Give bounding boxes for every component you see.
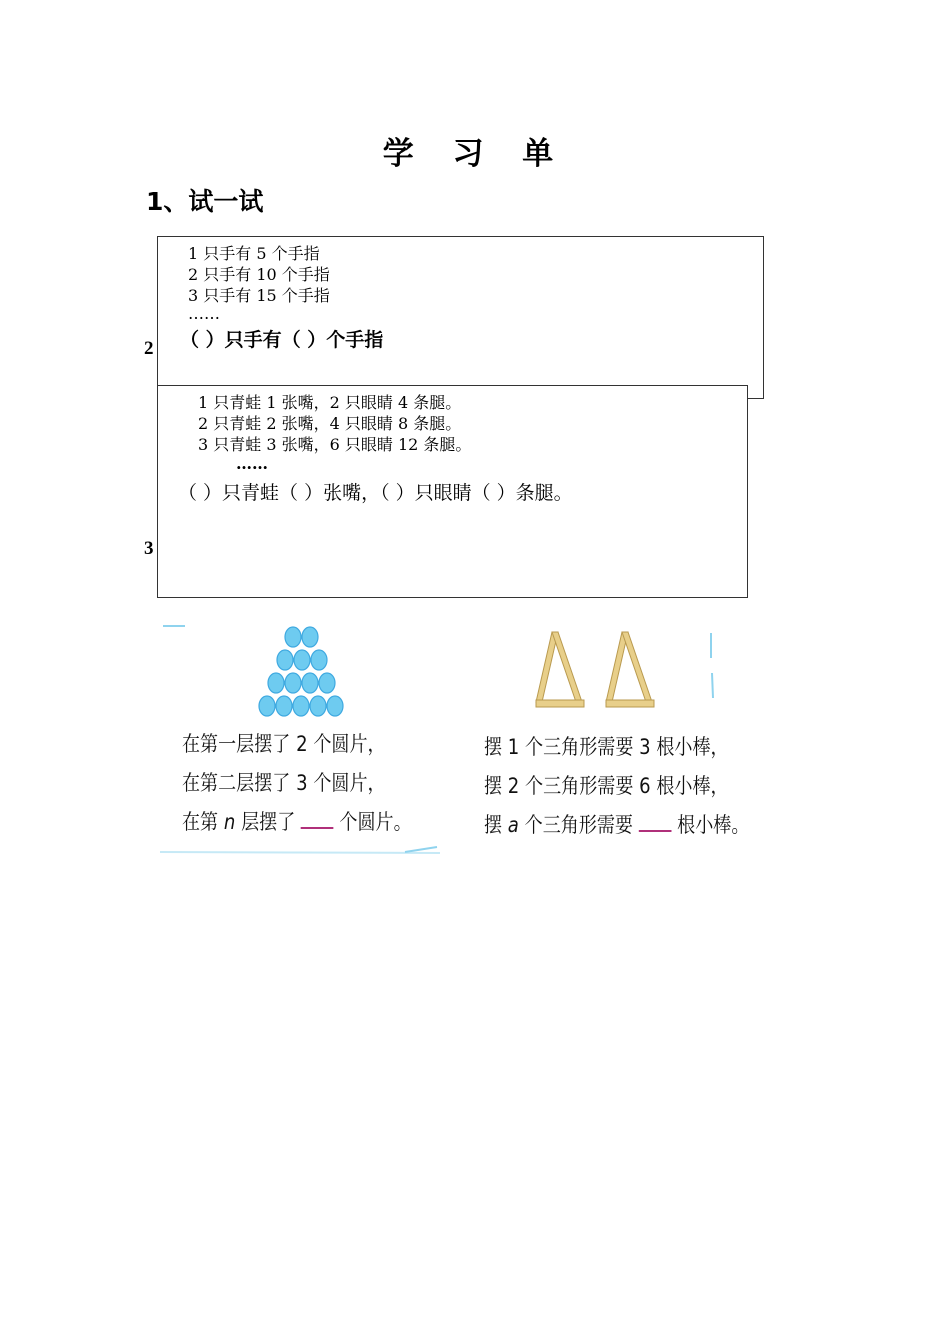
question-3-number: 3	[144, 538, 154, 559]
stick-caption-line-3	[484, 806, 749, 845]
disc-caption-prefix: 在第	[182, 810, 219, 834]
q3-line-1: 1 只青蛙 1 张嘴，2 只眼睛 4 条腿。	[198, 393, 462, 412]
q2-ellipsis: ……	[188, 304, 220, 323]
disc-pyramid-picture	[252, 624, 356, 720]
disc-caption-suffix: 个圆片。	[339, 810, 412, 834]
stick-caption-line-2: 摆 2 个三角形需要 6 根小棒，	[484, 774, 729, 798]
page-title: 学 习 单	[382, 136, 568, 172]
question-2-box	[157, 236, 764, 399]
disc-caption-line-1: 在第一层摆了 2 个圆片，	[182, 732, 386, 756]
stick-caption	[484, 728, 749, 845]
q3-ellipsis: ……	[236, 454, 268, 473]
section-heading: 1、试一试	[146, 187, 264, 216]
q2-line-3: 3 只手有 15 个手指	[188, 286, 330, 305]
question-2-number: 2	[144, 338, 154, 359]
variable-n: n	[223, 810, 236, 834]
answer-blank[interactable]	[301, 809, 334, 829]
disc-caption-mid: 层摆了	[241, 810, 296, 834]
stick-caption-line-1: 摆 1 个三角形需要 3 根小棒，	[484, 735, 729, 759]
q3-answer-line[interactable]: （ ）只青蛙（ ）张嘴，（ ）只眼睛（ ）条腿。	[178, 482, 573, 504]
disc-caption-line-2: 在第二层摆了 3 个圆片，	[182, 771, 386, 795]
q3-line-2: 2 只青蛙 2 张嘴，4 只眼睛 8 条腿。	[198, 414, 462, 433]
q2-answer-line[interactable]: （ ）只手有（ ）个手指	[180, 329, 384, 351]
variable-a: a	[507, 813, 519, 837]
answer-blank[interactable]	[639, 812, 672, 832]
q3-line-3: 3 只青蛙 3 张嘴，6 只眼睛 12 条腿。	[198, 435, 472, 454]
question-3-box	[157, 385, 748, 598]
q2-line-1: 1 只手有 5 个手指	[188, 244, 320, 263]
stick-caption-prefix: 摆	[484, 813, 503, 837]
disc-caption	[182, 725, 412, 842]
stick-triangles-picture	[530, 630, 666, 712]
q2-line-2: 2 只手有 10 个手指	[188, 265, 330, 284]
disc-caption-line-3	[182, 803, 412, 842]
stick-caption-mid: 个三角形需要	[524, 813, 633, 837]
stick-caption-suffix: 根小棒。	[677, 813, 750, 837]
